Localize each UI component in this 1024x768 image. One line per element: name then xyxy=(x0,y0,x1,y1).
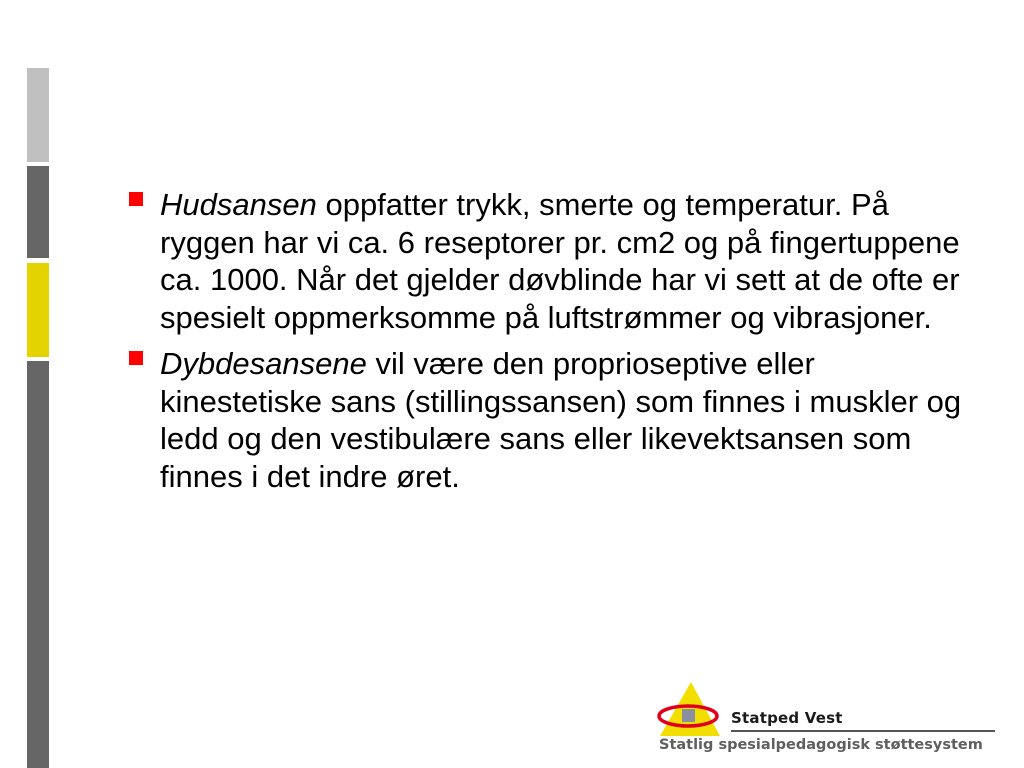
logo-divider xyxy=(731,730,995,732)
statped-logo xyxy=(656,680,1001,760)
side-bar-dark-gray-bottom xyxy=(27,361,49,768)
bullet-item-dybdesansene xyxy=(128,345,968,495)
side-bar-yellow xyxy=(27,263,49,357)
bullet-list xyxy=(128,186,968,504)
bullet-text: vil være den proprioseptive eller kinestetiske sans (stillingssansen) som finnes i muskler og ledd og den vestibulære sans eller likevektsansen som finnes i det indre øret. xyxy=(160,346,962,494)
statped-logo-icon xyxy=(656,680,726,740)
bullet-item-hudsansen xyxy=(128,186,968,336)
square-bullet-icon xyxy=(129,351,143,365)
bullet-term: Hudsansen xyxy=(160,187,317,222)
square-bullet-icon xyxy=(129,192,143,206)
logo-subtitle: Statlig spesialpedagogisk støttesystem xyxy=(659,737,983,753)
side-bar-dark-gray-top xyxy=(27,166,49,258)
bullet-term: Dybdesansene xyxy=(160,346,367,381)
side-bar-light-gray xyxy=(27,68,49,162)
bullet-text: oppfatter trykk, smerte og temperatur. På ryggen har vi ca. 6 reseptorer pr. cm2 og på fingertuppene ca. 1000. Når det gjelder døvblinde har vi sett at de ofte er spesielt oppmerksomme på luftstrømmer og vibrasjoner. xyxy=(160,187,960,335)
logo-name: Statped Vest xyxy=(731,709,843,727)
